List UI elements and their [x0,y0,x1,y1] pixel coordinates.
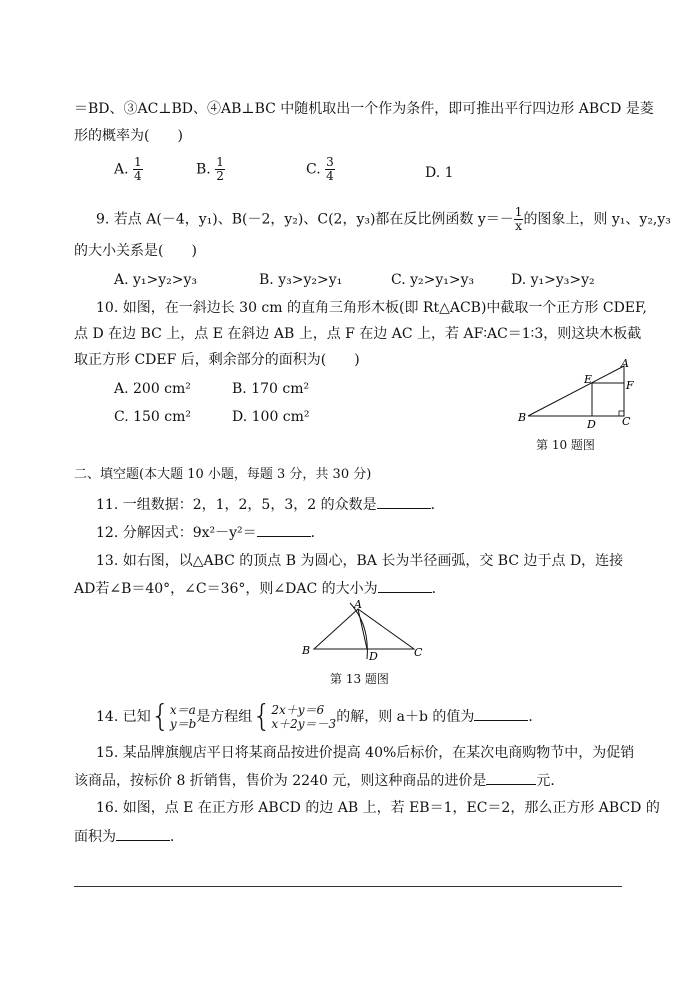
q10-figure [514,358,634,430]
fraction: $\frac{1}{x}$ [514,205,523,233]
q13-figure-caption: 第 13 题图 [330,672,389,686]
label-c: C [622,415,631,428]
footer-rule [74,886,622,887]
label-f: F [626,379,634,392]
label-d: D [587,418,596,430]
q9-line2: 的大小关系是( ) [74,243,197,259]
q10-option-a: A. 200 cm² [114,381,191,397]
fraction: $\frac{1}{4}$ [134,155,142,183]
q16-line2: 面积为 ． [74,826,184,847]
q10-option-d: D. 100 cm² [232,409,310,425]
fraction: $\frac{1}{2}$ [216,155,224,183]
section-heading: 二、填空题(本大题 10 小题，每题 3 分，共 30 分) [74,467,372,482]
answer-blank[interactable] [378,578,432,593]
fraction: $\frac{3}{4}$ [326,155,334,183]
q8-option-b: B. $\frac{1}{2}$ [196,155,224,183]
q9-option-c: C. y₂>y₁>y₃ [391,272,475,288]
label-e: E [584,373,593,386]
q14: 14. 已知{ x＝a y＝b 是方程组{ 2x＋y＝6 x＋2y＝－3 的解，则 a＋b 的值为 ． [96,699,543,734]
triangle-acb [528,366,624,416]
q15-line2: 该商品，按标价 8 折销售，售价为 2240 元，则这种商品的进价是 元． [74,770,564,791]
label-b: B [302,644,311,657]
label-c: C [414,646,423,659]
answer-blank[interactable] [377,494,431,509]
q11: 11. 一组数据：2，1，2，5，3，2 的众数是 ． [96,494,445,515]
label-b: B [518,411,527,424]
q12: 12. 分解因式：9x²－y²＝ ． [96,522,325,543]
q16-line1: 16. 如图，点 E 在正方形 ABCD 的边 AB 上，若 EB＝1，EC＝2，那么正方形 ABCD 的 [96,800,660,816]
q10-line2: 点 D 在边 BC 上，点 E 在斜边 AB 上，点 F 在边 AC 上，若 AF∶AC＝1∶3，则这块木板截 [74,326,642,342]
q8-option-d: D. 1 [425,165,454,181]
answer-blank[interactable] [474,706,528,721]
q8-line1: ＝BD、③AC⊥BD、④AB⊥BC 中随机取出一个作为条件，即可推出平行四边形 ABCD 是菱 [74,101,654,117]
q10-line3: 取正方形 CDEF 后，剩余部分的面积为( ) [74,352,360,368]
q8-option-c: C. $\frac{3}{4}$ [306,155,334,183]
q13-line2: AD若∠B＝40°，∠C＝36°，则∠DAC 的大小为 ． [74,578,446,599]
q13-figure [296,597,426,663]
q10-line1: 10. 如图，在一斜边长 30 cm 的直角三角形木板(即 Rt△ACB)中截取一个正方形 CDEF, [96,300,648,316]
q9-option-d: D. y₁>y₃>y₂ [511,272,595,288]
answer-blank[interactable] [257,522,311,537]
q8-line2: 形的概率为( ) [74,128,183,144]
label-a: A [621,358,629,370]
q15-line1: 15. 某品牌旗舰店平日将某商品按进价提高 40%后标价，在某次电商购物节中，为促销 [96,745,635,761]
q10-option-c: C. 150 cm² [114,409,192,425]
q8-option-a: A. $\frac{1}{4}$ [114,155,142,183]
label-d: D [369,650,378,663]
q10-figure-caption: 第 10 题图 [536,438,595,452]
q10-option-b: B. 170 cm² [232,381,310,397]
label-a: A [354,598,362,611]
system-1: x＝a y＝b [169,703,197,731]
q9-line1: 9. 若点 A(－4，y₁)、B(－2，y₂)、C(2，y₃)都在反比例函数 y＝－ $\frac{1}{x}$ 的图象上，则 y₁、y₂,y₃ [96,205,671,233]
q9-option-b: B. y₃>y₂>y₁ [259,272,343,288]
q13-line1: 13. 如右图，以△ABC 的顶点 B 为圆心，BA 长为半径画弧，交 BC 边于点 D，连接 [96,553,624,569]
answer-blank[interactable] [116,826,170,841]
q9-option-a: A. y₁>y₂>y₃ [114,272,198,288]
triangle-abc [314,609,414,649]
system-2: 2x＋y＝6 x＋2y＝－3 [271,703,337,731]
answer-blank[interactable] [486,770,536,785]
